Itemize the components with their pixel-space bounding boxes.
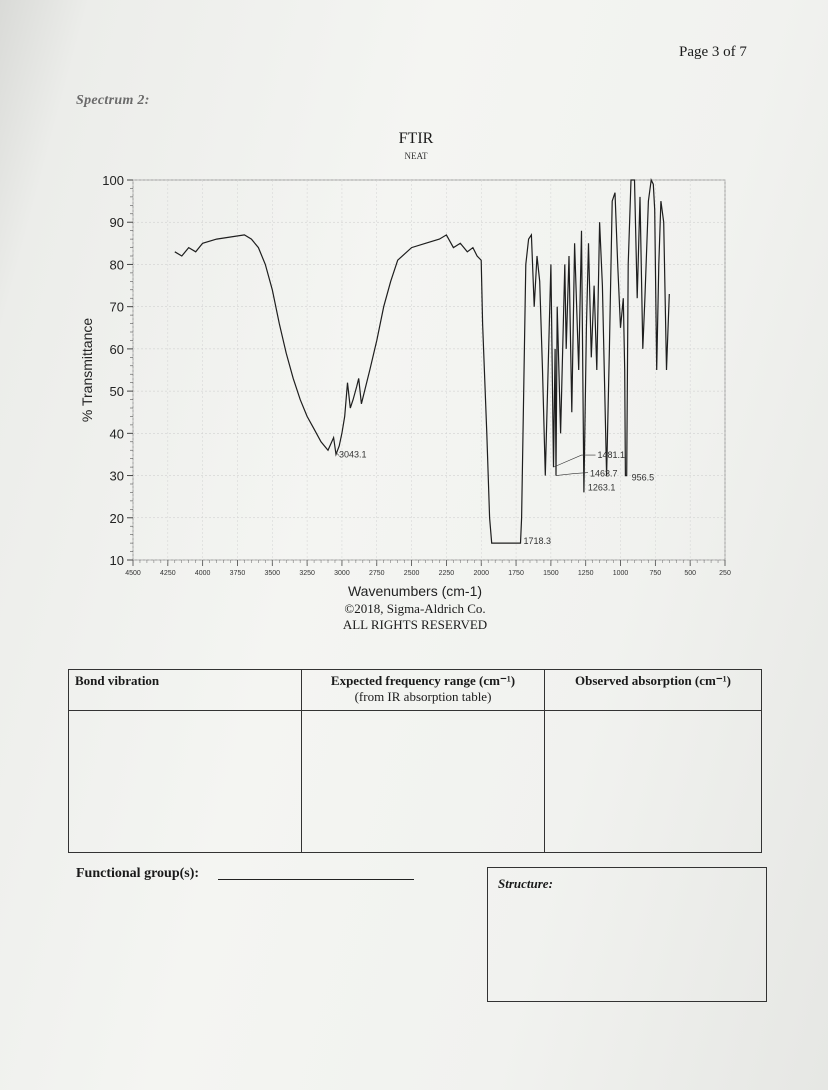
x-tick-label: 1500 [543,570,559,577]
x-tick-label: 3000 [334,570,350,577]
x-tick-label: 2500 [403,570,420,577]
x-tick-label: 3750 [229,570,246,577]
y-tick-label: 40 [109,426,124,442]
y-tick-label: 30 [109,468,124,484]
x-tick-label: 3250 [299,570,315,577]
table-header-row [69,670,762,711]
x-tick-label: 500 [684,570,697,577]
peak-annotation-label: 1263.1 [587,482,616,493]
spectrum-label: Spectrum 2: [76,93,150,108]
structure-box[interactable] [487,867,767,1002]
x-tick-label: 1000 [612,570,629,577]
x-tick-label: 2250 [438,570,455,577]
x-axis-label: Wavenumbers (cm-1) [347,583,483,599]
page-number: Page 3 of 7 [679,44,747,60]
x-ticks [125,560,731,577]
x-tick-label: 4500 [125,570,141,577]
x-tick-label: 750 [649,570,662,577]
y-tick-label: 60 [109,341,124,357]
y-axis-label: % Transmittance [79,317,95,423]
table-row [69,711,762,853]
x-tick-label: 2000 [473,570,490,577]
rights-text: ALL RIGHTS RESERVED [342,617,488,632]
functional-group-answer-line[interactable] [218,879,414,880]
functional-group-label: Functional group(s): [76,866,200,881]
bond-table [68,669,762,853]
header-expected-range [302,670,545,711]
peak-annotation-label: 3043.1 [338,449,367,460]
y-tick-label: 70 [109,299,124,315]
y-tick-label: 80 [109,257,124,273]
structure-label: Structure: [498,876,553,891]
header-expected-sublabel: (from IR absorption table) [354,689,492,704]
y-tick-label: 20 [109,510,124,526]
peak-annotation-label: 1463.7 [590,468,618,479]
x-tick-label: 2750 [368,570,385,577]
annotation-leader [554,455,596,467]
x-tick-label: 250 [719,570,731,577]
peak-annotation-label: 1481.1 [597,450,626,461]
y-tick-label: 10 [109,553,124,568]
x-tick-label: 4000 [194,570,211,577]
header-bond-vibration: Bond vibration [69,670,302,711]
x-tick-label: 1750 [508,570,524,577]
y-tick-label: 100 [102,173,124,188]
y-tick-label: 50 [109,384,124,400]
x-tick-label: 1250 [577,570,594,577]
bond-vibration-cell[interactable] [69,711,302,853]
peak-annotation-label: 1718.3 [523,536,552,547]
chart-subtitle: NEAT [404,151,428,161]
y-ticks [102,173,133,568]
y-tick-label: 90 [109,215,124,231]
x-tick-label: 3500 [264,570,281,577]
x-tick-label: 4250 [160,570,176,577]
ftir-chart [70,165,750,585]
header-expected-label: Expected frequency range (cm⁻¹) [330,673,516,688]
expected-range-cell[interactable] [302,711,545,853]
peak-annotation-label: 956.5 [631,472,655,483]
observed-absorption-cell[interactable] [545,711,762,853]
copyright-text: ©2018, Sigma-Aldrich Co. [344,601,486,616]
chart-title: FTIR [398,130,434,147]
header-observed-absorption: Observed absorption (cm⁻¹) [545,670,762,711]
